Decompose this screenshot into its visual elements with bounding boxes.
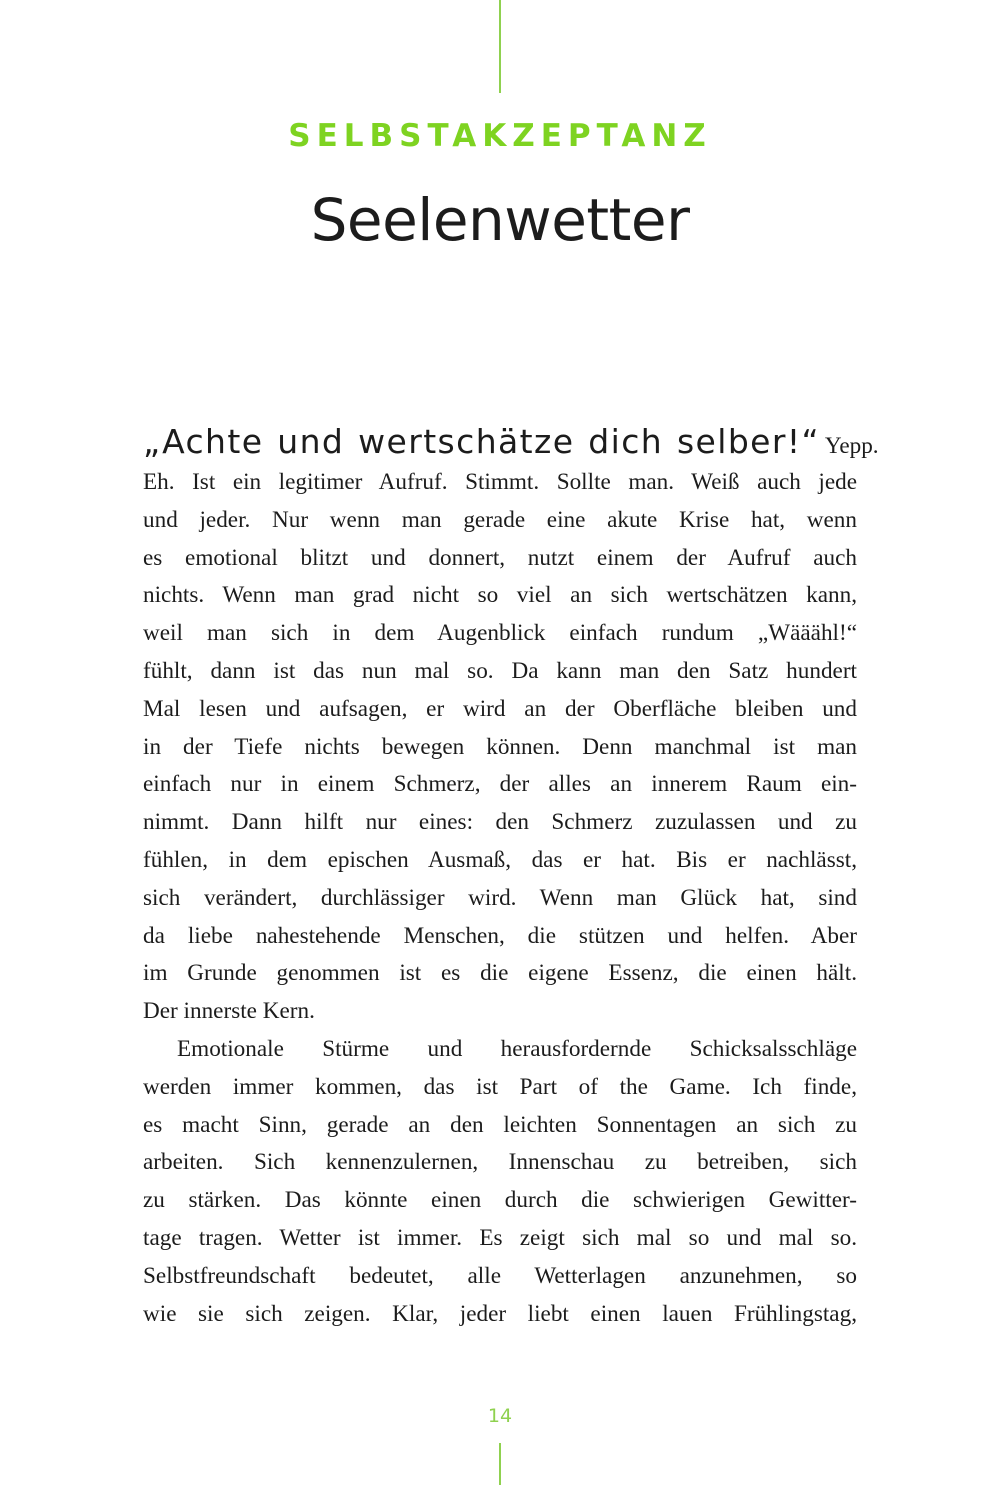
text-line: weil man sich in dem Augenblick einfach rundum „Wääähl!“ bbox=[143, 620, 857, 647]
page-number: 14 bbox=[487, 1405, 513, 1427]
body-text bbox=[143, 420, 879, 1333]
text-line: Emotionale Stürme und herausfordernde Schicksalsschläge bbox=[177, 1035, 857, 1062]
paragraph-2 bbox=[143, 1031, 857, 1333]
text-line: da liebe nahestehende Menschen, die stützen und helfen. Aber bbox=[143, 922, 857, 949]
text-line: Selbstfreundschaft bedeutet, alle Wetterlagen anzunehmen, so bbox=[143, 1262, 857, 1289]
lead-quote: „Achte und wertschätze dich selber!“ bbox=[143, 422, 820, 461]
text-line: arbeiten. Sich kennenzulernen, Innenschau zu betreiben, sich bbox=[143, 1149, 857, 1176]
text-line: Der innerste Kern. bbox=[143, 998, 315, 1025]
text-line: in der Tiefe nichts bewegen können. Denn manchmal ist man bbox=[143, 733, 857, 760]
section-kicker: SELBSTAKZEPTANZ bbox=[288, 118, 712, 154]
chapter-title: Seelenwetter bbox=[310, 186, 690, 254]
lead-tail: Yepp. bbox=[824, 433, 879, 459]
text-line: einfach nur in einem Schmerz, der alles an innerem Raum ein- bbox=[143, 771, 857, 798]
text-line: im Grunde genommen ist es die eigene Essenz, die einen hält. bbox=[143, 960, 857, 987]
text-line: es emotional blitzt und donnert, nutzt einem der Aufruf auch bbox=[143, 544, 857, 571]
text-line: Eh. Ist ein legitimer Aufruf. Stimmt. Sollte man. Weiß auch jede bbox=[143, 469, 857, 495]
text-line: es macht Sinn, gerade an den leichten Sonnentagen an sich zu bbox=[143, 1111, 857, 1138]
text-line: sich verändert, durchlässiger wird. Wenn man Glück hat, sind bbox=[143, 884, 857, 911]
lead-line bbox=[143, 420, 879, 464]
text-line: fühlt, dann ist das nun mal so. Da kann man den Satz hundert bbox=[143, 657, 857, 684]
text-line: und jeder. Nur wenn man gerade eine akute Krise hat, wenn bbox=[143, 506, 857, 533]
paragraph-1 bbox=[143, 464, 857, 1031]
bottom-divider-line bbox=[499, 1443, 501, 1485]
text-line: zu stärken. Das könnte einen durch die schwierigen Gewitter- bbox=[143, 1187, 857, 1214]
text-line: nichts. Wenn man grad nicht so viel an sich wertschätzen kann, bbox=[143, 582, 857, 609]
text-line: fühlen, in dem epischen Ausmaß, das er hat. Bis er nachlässt, bbox=[143, 846, 857, 873]
text-line: tage tragen. Wetter ist immer. Es zeigt sich mal so und mal so. bbox=[143, 1224, 857, 1251]
top-divider-line bbox=[499, 0, 501, 93]
text-line: werden immer kommen, das ist Part of the Game. Ich finde, bbox=[143, 1073, 857, 1100]
text-line: wie sie sich zeigen. Klar, jeder liebt einen lauen Frühlingstag, bbox=[143, 1300, 857, 1327]
text-line: Mal lesen und aufsagen, er wird an der Oberfläche bleiben und bbox=[143, 695, 857, 722]
text-line: nimmt. Dann hilft nur eines: den Schmerz zuzulassen und zu bbox=[143, 809, 857, 836]
